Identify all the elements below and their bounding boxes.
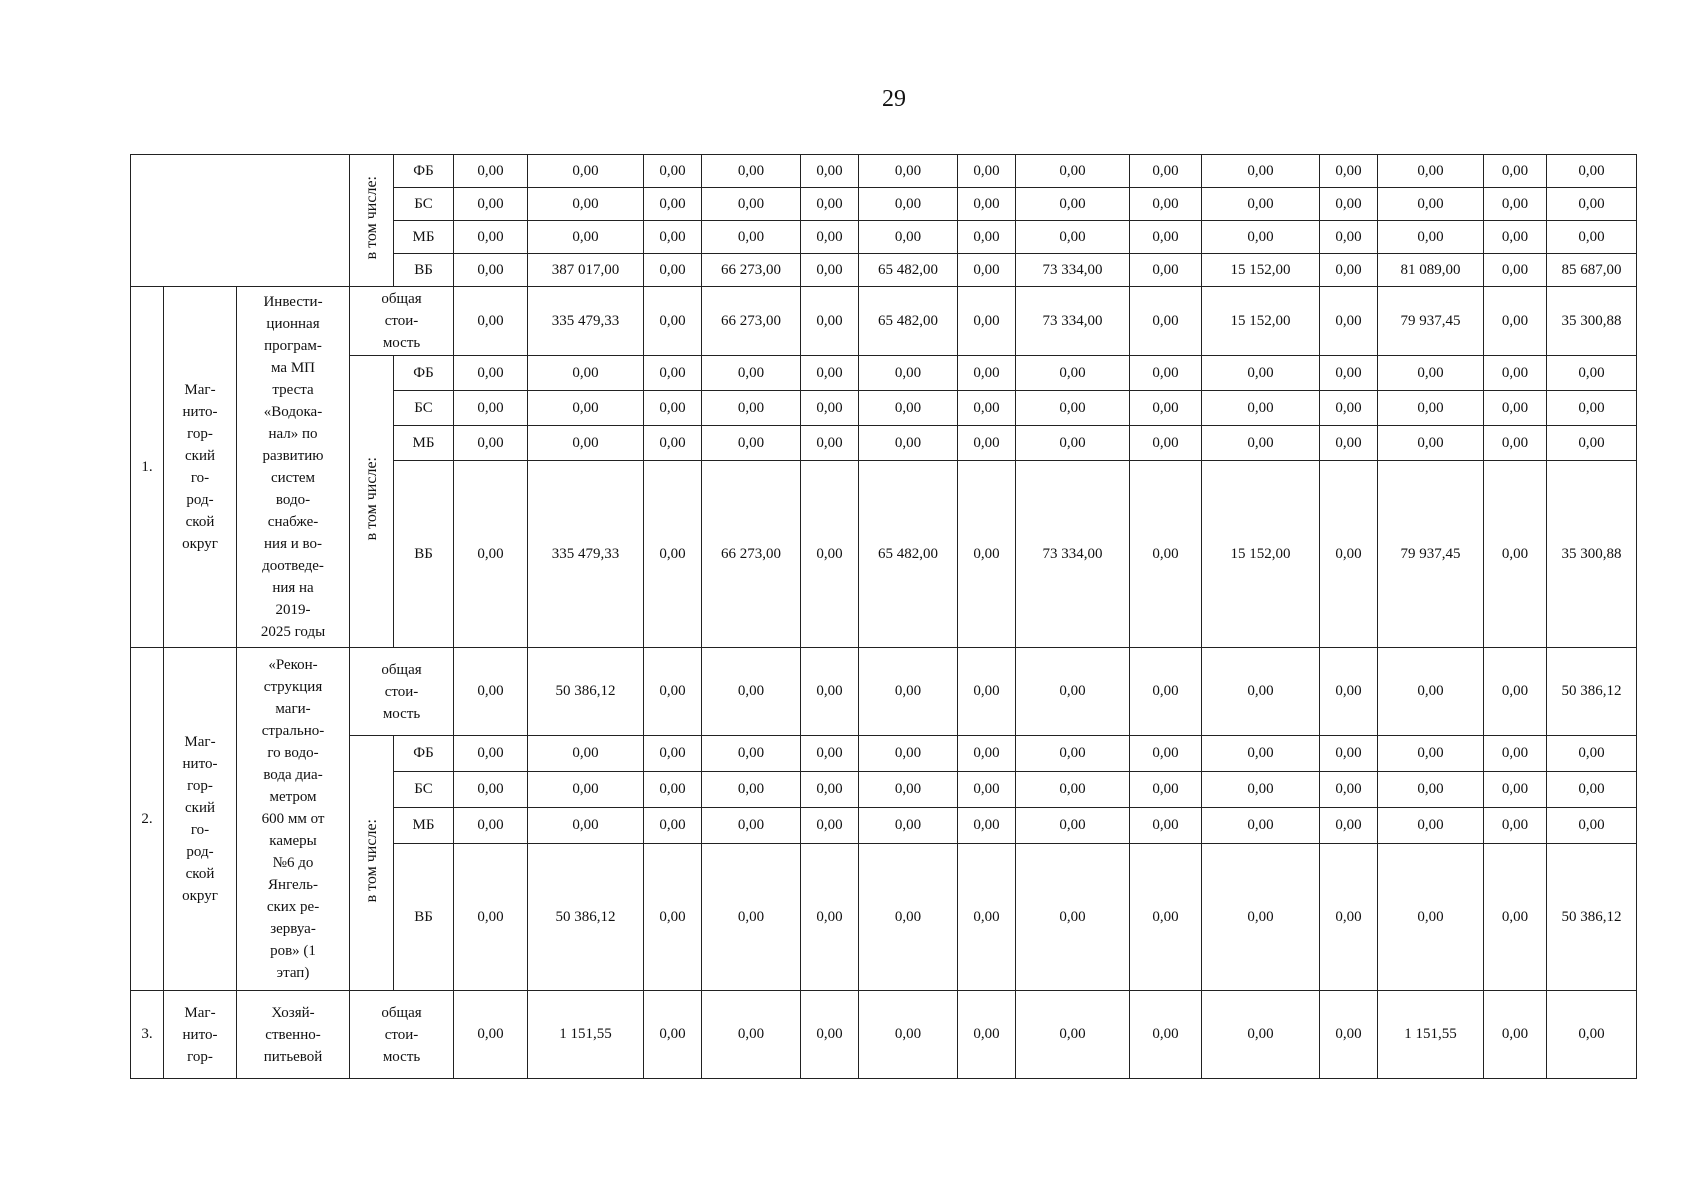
fund-label-bs: БС: [394, 772, 454, 808]
value-cell: 15 152,00: [1202, 287, 1320, 356]
item-row-total: [131, 287, 1637, 356]
item-row-total: [131, 648, 1637, 736]
item-index: 3.: [131, 991, 164, 1079]
value-cell: 0,00: [958, 155, 1016, 188]
value-cell: 0,00: [1378, 188, 1484, 221]
value-cell: 0,00: [1484, 287, 1547, 356]
value-cell: 0,00: [859, 991, 958, 1079]
value-cell: 0,00: [528, 155, 644, 188]
value-cell: 0,00: [1202, 188, 1320, 221]
value-cell: 0,00: [528, 772, 644, 808]
value-cell: 0,00: [1547, 155, 1637, 188]
including-label: в том числе:: [362, 457, 380, 541]
value-cell: 0,00: [702, 808, 801, 844]
value-cell: 0,00: [454, 287, 528, 356]
value-cell: 0,00: [702, 155, 801, 188]
value-cell: 0,00: [644, 648, 702, 736]
value-cell: 0,00: [1320, 844, 1378, 991]
fund-label-bs: БС: [394, 391, 454, 426]
value-cell: 0,00: [1484, 844, 1547, 991]
value-cell: 0,00: [801, 808, 859, 844]
value-cell: 0,00: [958, 461, 1016, 648]
including-label-cell: [350, 736, 394, 991]
value-cell: 0,00: [1320, 772, 1378, 808]
including-label: в том числе:: [362, 818, 380, 903]
value-cell: 0,00: [1130, 287, 1202, 356]
value-cell: 0,00: [1130, 991, 1202, 1079]
value-cell: 0,00: [1320, 461, 1378, 648]
value-cell: 0,00: [801, 155, 859, 188]
value-cell: 0,00: [1202, 356, 1320, 391]
value-cell: 0,00: [1547, 221, 1637, 254]
value-cell: 0,00: [702, 426, 801, 461]
value-cell: 66 273,00: [702, 461, 801, 648]
value-cell: 50 386,12: [1547, 648, 1637, 736]
value-cell: 0,00: [958, 188, 1016, 221]
value-cell: 0,00: [1484, 155, 1547, 188]
value-cell: 0,00: [1547, 772, 1637, 808]
value-cell: 0,00: [859, 426, 958, 461]
value-cell: 0,00: [1130, 461, 1202, 648]
value-cell: 0,00: [702, 221, 801, 254]
value-cell: 0,00: [801, 188, 859, 221]
value-cell: 0,00: [454, 254, 528, 287]
item-row-total: [131, 991, 1637, 1079]
value-cell: 0,00: [1130, 391, 1202, 426]
value-cell: 0,00: [1320, 648, 1378, 736]
value-cell: 0,00: [1320, 391, 1378, 426]
fund-label-vb: ВБ: [394, 461, 454, 648]
value-cell: 0,00: [801, 461, 859, 648]
value-cell: 0,00: [1320, 991, 1378, 1079]
value-cell: 0,00: [1484, 648, 1547, 736]
value-cell: 0,00: [454, 648, 528, 736]
value-cell: 0,00: [702, 188, 801, 221]
item-index: 1.: [131, 287, 164, 648]
value-cell: 0,00: [1484, 991, 1547, 1079]
value-cell: 0,00: [644, 461, 702, 648]
value-cell: 0,00: [801, 844, 859, 991]
value-cell: 0,00: [1202, 391, 1320, 426]
value-cell: 0,00: [644, 736, 702, 772]
value-cell: 0,00: [1484, 391, 1547, 426]
value-cell: 0,00: [958, 808, 1016, 844]
including-label-cell: [350, 356, 394, 648]
value-cell: 0,00: [1130, 736, 1202, 772]
value-cell: 0,00: [1484, 426, 1547, 461]
value-cell: 50 386,12: [528, 844, 644, 991]
value-cell: 0,00: [859, 736, 958, 772]
fund-label-fb: ФБ: [394, 155, 454, 188]
value-cell: 0,00: [958, 356, 1016, 391]
value-cell: 0,00: [528, 188, 644, 221]
value-cell: 65 482,00: [859, 461, 958, 648]
value-cell: 0,00: [644, 808, 702, 844]
value-cell: 0,00: [528, 736, 644, 772]
value-cell: 0,00: [528, 221, 644, 254]
value-cell: 0,00: [801, 221, 859, 254]
item-name: [237, 648, 350, 991]
municipality-text: Маг- нито- гор- ский го- род- ской округ: [182, 734, 218, 904]
value-cell: 0,00: [1378, 808, 1484, 844]
fund-label-vb: ВБ: [394, 254, 454, 287]
total-cost-text: общая стои- мость: [381, 1004, 422, 1065]
value-cell: 0,00: [454, 188, 528, 221]
value-cell: 50 386,12: [1547, 844, 1637, 991]
item-name-text: Инвести- ционная програм- ма МП треста «Водока- нал» по развитию систем водо- снабже- ния и во- доотведе- ния на 2019- 2025 годы: [260, 294, 326, 640]
value-cell: 0,00: [1378, 391, 1484, 426]
value-cell: 65 482,00: [859, 287, 958, 356]
fund-label-fb: ФБ: [394, 356, 454, 391]
value-cell: 0,00: [454, 461, 528, 648]
value-cell: 0,00: [454, 991, 528, 1079]
value-cell: 0,00: [859, 808, 958, 844]
value-cell: 0,00: [1130, 155, 1202, 188]
value-cell: 0,00: [702, 844, 801, 991]
value-cell: 0,00: [1016, 736, 1130, 772]
value-cell: 0,00: [528, 356, 644, 391]
value-cell: 0,00: [454, 844, 528, 991]
value-cell: 0,00: [859, 391, 958, 426]
value-cell: 0,00: [1202, 991, 1320, 1079]
value-cell: 0,00: [1320, 254, 1378, 287]
value-cell: 0,00: [454, 736, 528, 772]
value-cell: 73 334,00: [1016, 461, 1130, 648]
value-cell: 0,00: [958, 844, 1016, 991]
value-cell: 0,00: [1484, 808, 1547, 844]
value-cell: 0,00: [702, 648, 801, 736]
value-cell: 0,00: [958, 426, 1016, 461]
value-cell: 0,00: [801, 426, 859, 461]
total-cost-label: [350, 648, 454, 736]
value-cell: 79 937,45: [1378, 461, 1484, 648]
value-cell: 0,00: [1547, 808, 1637, 844]
item-municipality: [164, 991, 237, 1079]
value-cell: 0,00: [702, 736, 801, 772]
value-cell: 0,00: [1547, 188, 1637, 221]
including-label-cell: [350, 155, 394, 287]
total-cost-label: [350, 991, 454, 1079]
value-cell: 0,00: [958, 772, 1016, 808]
value-cell: 0,00: [528, 808, 644, 844]
value-cell: 0,00: [859, 772, 958, 808]
value-cell: 0,00: [454, 155, 528, 188]
value-cell: 0,00: [1130, 221, 1202, 254]
value-cell: 0,00: [1378, 356, 1484, 391]
value-cell: 0,00: [1130, 648, 1202, 736]
value-cell: 73 334,00: [1016, 254, 1130, 287]
value-cell: 0,00: [644, 287, 702, 356]
value-cell: 0,00: [454, 391, 528, 426]
value-cell: 0,00: [1484, 772, 1547, 808]
value-cell: 0,00: [1484, 356, 1547, 391]
value-cell: 0,00: [1016, 648, 1130, 736]
fund-label-mb: МБ: [394, 426, 454, 461]
value-cell: 0,00: [1320, 287, 1378, 356]
value-cell: 0,00: [1016, 356, 1130, 391]
carry-row-fb: [131, 155, 1637, 188]
value-cell: 0,00: [644, 155, 702, 188]
value-cell: 0,00: [958, 287, 1016, 356]
value-cell: 0,00: [644, 254, 702, 287]
value-cell: 0,00: [1484, 461, 1547, 648]
item-municipality: [164, 648, 237, 991]
table-body: [131, 155, 1637, 1079]
value-cell: 0,00: [958, 991, 1016, 1079]
budget-table: [130, 154, 1637, 1079]
value-cell: 0,00: [1202, 808, 1320, 844]
value-cell: 15 152,00: [1202, 254, 1320, 287]
fund-label-fb: ФБ: [394, 736, 454, 772]
value-cell: 0,00: [1547, 391, 1637, 426]
value-cell: 15 152,00: [1202, 461, 1320, 648]
value-cell: 0,00: [859, 155, 958, 188]
value-cell: 85 687,00: [1547, 254, 1637, 287]
value-cell: 0,00: [801, 736, 859, 772]
value-cell: 387 017,00: [528, 254, 644, 287]
value-cell: 0,00: [1378, 648, 1484, 736]
value-cell: 0,00: [859, 844, 958, 991]
value-cell: 0,00: [1202, 155, 1320, 188]
item-name: [237, 287, 350, 648]
value-cell: 81 089,00: [1378, 254, 1484, 287]
value-cell: 0,00: [644, 188, 702, 221]
value-cell: 0,00: [1016, 155, 1130, 188]
value-cell: 0,00: [1547, 991, 1637, 1079]
value-cell: 73 334,00: [1016, 287, 1130, 356]
value-cell: 0,00: [1130, 188, 1202, 221]
value-cell: 0,00: [1378, 736, 1484, 772]
total-cost-text: общая стои- мость: [381, 291, 422, 351]
value-cell: 0,00: [644, 844, 702, 991]
including-label: в том числе:: [362, 176, 380, 260]
value-cell: 0,00: [1378, 426, 1484, 461]
value-cell: 50 386,12: [528, 648, 644, 736]
value-cell: 65 482,00: [859, 254, 958, 287]
value-cell: 0,00: [1202, 648, 1320, 736]
value-cell: 0,00: [1484, 254, 1547, 287]
value-cell: 0,00: [801, 648, 859, 736]
value-cell: 0,00: [454, 221, 528, 254]
value-cell: 0,00: [859, 221, 958, 254]
value-cell: 0,00: [702, 356, 801, 391]
value-cell: 0,00: [1320, 356, 1378, 391]
value-cell: 0,00: [801, 356, 859, 391]
municipality-text: Маг- нито- гор- ский го- род- ской округ: [182, 382, 218, 552]
item-index: 2.: [131, 648, 164, 991]
value-cell: 0,00: [528, 391, 644, 426]
value-cell: 0,00: [644, 772, 702, 808]
value-cell: 0,00: [801, 287, 859, 356]
value-cell: 0,00: [1378, 844, 1484, 991]
fund-label-bs: БС: [394, 188, 454, 221]
page-number: 29: [882, 86, 906, 112]
value-cell: 79 937,45: [1378, 287, 1484, 356]
value-cell: 0,00: [1202, 844, 1320, 991]
value-cell: 0,00: [454, 772, 528, 808]
item-row-fb: [131, 736, 1637, 772]
value-cell: 0,00: [644, 991, 702, 1079]
value-cell: 0,00: [958, 391, 1016, 426]
value-cell: 0,00: [801, 391, 859, 426]
value-cell: 0,00: [801, 991, 859, 1079]
value-cell: 0,00: [1016, 772, 1130, 808]
value-cell: 0,00: [1320, 808, 1378, 844]
value-cell: 0,00: [454, 426, 528, 461]
value-cell: 0,00: [1016, 426, 1130, 461]
value-cell: 0,00: [1378, 155, 1484, 188]
item-row-fb: [131, 356, 1637, 391]
value-cell: 335 479,33: [528, 461, 644, 648]
value-cell: 0,00: [859, 648, 958, 736]
value-cell: 0,00: [1130, 772, 1202, 808]
value-cell: 0,00: [454, 356, 528, 391]
fund-label-mb: МБ: [394, 221, 454, 254]
value-cell: 0,00: [1202, 772, 1320, 808]
value-cell: 35 300,88: [1547, 287, 1637, 356]
value-cell: 0,00: [859, 356, 958, 391]
value-cell: 0,00: [1016, 188, 1130, 221]
item-name: [237, 991, 350, 1079]
value-cell: 0,00: [1320, 426, 1378, 461]
municipality-text: Маг- нито- гор-: [182, 1004, 218, 1065]
value-cell: 0,00: [454, 808, 528, 844]
value-cell: 0,00: [801, 772, 859, 808]
value-cell: 1 151,55: [528, 991, 644, 1079]
value-cell: 0,00: [1320, 188, 1378, 221]
value-cell: 0,00: [702, 772, 801, 808]
value-cell: 0,00: [1016, 221, 1130, 254]
value-cell: 1 151,55: [1378, 991, 1484, 1079]
value-cell: 0,00: [1320, 221, 1378, 254]
value-cell: 335 479,33: [528, 287, 644, 356]
value-cell: 0,00: [1378, 221, 1484, 254]
value-cell: 0,00: [528, 426, 644, 461]
carry-blank-cell: [131, 155, 350, 287]
value-cell: 0,00: [958, 221, 1016, 254]
total-cost-text: общая стои- мость: [381, 661, 422, 722]
value-cell: 0,00: [1130, 356, 1202, 391]
value-cell: 0,00: [1016, 808, 1130, 844]
value-cell: 0,00: [644, 426, 702, 461]
value-cell: 0,00: [1484, 736, 1547, 772]
value-cell: 0,00: [644, 391, 702, 426]
value-cell: 35 300,88: [1547, 461, 1637, 648]
value-cell: 0,00: [1484, 221, 1547, 254]
value-cell: 0,00: [958, 736, 1016, 772]
value-cell: 0,00: [1016, 391, 1130, 426]
fund-label-mb: МБ: [394, 808, 454, 844]
value-cell: 0,00: [958, 254, 1016, 287]
value-cell: 0,00: [1202, 736, 1320, 772]
item-name-text: «Рекон- струкция маги- стрально- го водо- вода диа- метром 600 мм от камеры №6 до Янгель- ских ре- зервуа- ров» (1 этап): [261, 657, 325, 981]
value-cell: 0,00: [1378, 772, 1484, 808]
value-cell: 0,00: [1016, 844, 1130, 991]
value-cell: 0,00: [644, 356, 702, 391]
value-cell: 0,00: [1202, 221, 1320, 254]
value-cell: 66 273,00: [702, 254, 801, 287]
value-cell: 0,00: [1484, 188, 1547, 221]
value-cell: 0,00: [1202, 426, 1320, 461]
value-cell: 0,00: [859, 188, 958, 221]
fund-label-vb: ВБ: [394, 844, 454, 991]
value-cell: 0,00: [958, 648, 1016, 736]
value-cell: 0,00: [1320, 736, 1378, 772]
value-cell: 66 273,00: [702, 287, 801, 356]
value-cell: 0,00: [644, 221, 702, 254]
item-name-text: Хозяй- ственно- питьевой: [263, 1004, 323, 1065]
value-cell: 0,00: [1130, 426, 1202, 461]
value-cell: 0,00: [1016, 991, 1130, 1079]
value-cell: 0,00: [1547, 426, 1637, 461]
value-cell: 0,00: [702, 991, 801, 1079]
value-cell: 0,00: [1130, 254, 1202, 287]
value-cell: 0,00: [1130, 808, 1202, 844]
value-cell: 0,00: [1547, 736, 1637, 772]
value-cell: 0,00: [1547, 356, 1637, 391]
value-cell: 0,00: [1130, 844, 1202, 991]
item-municipality: [164, 287, 237, 648]
value-cell: 0,00: [1320, 155, 1378, 188]
value-cell: 0,00: [702, 391, 801, 426]
value-cell: 0,00: [801, 254, 859, 287]
total-cost-label: [350, 287, 454, 356]
